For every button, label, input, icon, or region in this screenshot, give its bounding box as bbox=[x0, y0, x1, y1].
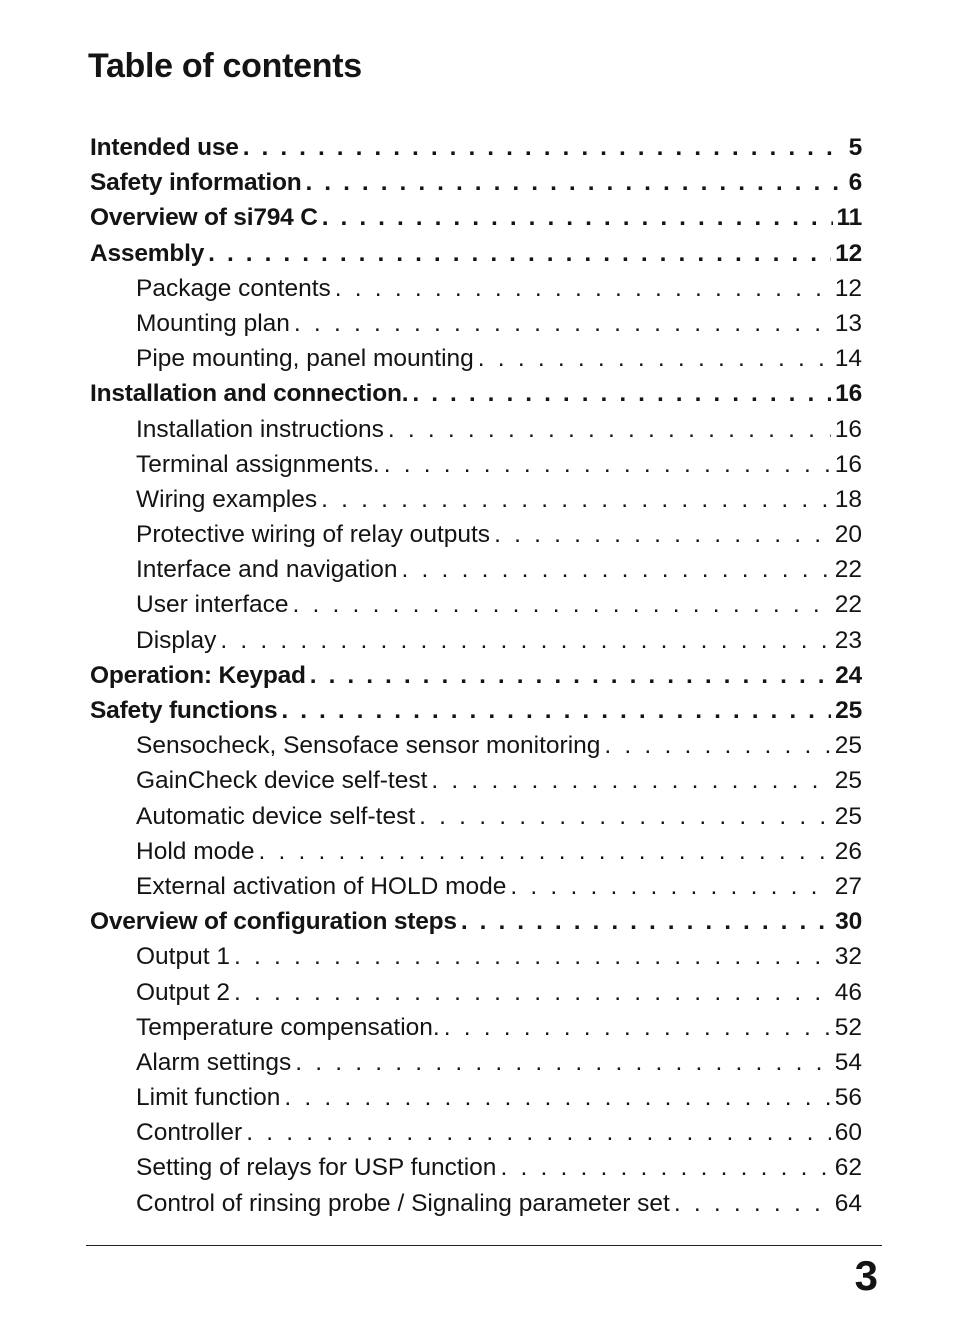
toc-entry-page: 24 bbox=[835, 661, 862, 689]
toc-entry-page: 5 bbox=[848, 134, 862, 161]
toc-entry-label: Control of rinsing probe / Signaling parameter set bbox=[136, 1189, 670, 1217]
toc-subsection-entry bbox=[90, 482, 862, 517]
dot-leader bbox=[322, 200, 833, 235]
toc-entry-label: Setting of relays for USP function bbox=[136, 1154, 497, 1182]
toc-entry-page: 12 bbox=[835, 239, 862, 267]
toc-subsection-entry bbox=[90, 975, 862, 1010]
dot-leader bbox=[388, 412, 831, 447]
toc-entry-page: 52 bbox=[834, 1013, 862, 1041]
toc-entry-label: Assembly bbox=[90, 239, 205, 267]
toc-entry-page: 25 bbox=[834, 732, 862, 760]
toc-entry-page: 18 bbox=[834, 485, 862, 513]
toc-entry-label: Controller bbox=[136, 1119, 243, 1147]
toc-subsection-entry bbox=[90, 1115, 862, 1150]
toc-entry-page: 32 bbox=[834, 943, 862, 971]
toc-subsection-entry bbox=[90, 728, 862, 763]
toc-entry-page: 20 bbox=[834, 521, 862, 549]
toc-subsection-entry bbox=[90, 447, 862, 482]
dot-leader bbox=[293, 587, 831, 622]
toc-entry-page: 56 bbox=[834, 1084, 862, 1112]
toc-entry-label: Temperature compensation. bbox=[136, 1013, 440, 1041]
toc-entry-page: 60 bbox=[834, 1119, 862, 1147]
toc-entry-page: 22 bbox=[834, 591, 862, 619]
toc-entry-label: Terminal assignments. bbox=[136, 450, 380, 478]
toc-subsection-entry bbox=[90, 306, 862, 341]
toc-entry-page: 16 bbox=[834, 450, 862, 478]
toc-subsection-entry bbox=[90, 799, 862, 834]
toc-entry-label: Package contents bbox=[136, 274, 331, 302]
toc-subsection-entry bbox=[90, 939, 862, 974]
toc-entry-label: Pipe mounting, panel mounting bbox=[136, 345, 474, 373]
dot-leader bbox=[402, 552, 831, 587]
dot-leader bbox=[510, 869, 830, 904]
toc-section-entry bbox=[90, 130, 862, 165]
dot-leader bbox=[243, 130, 845, 165]
dot-leader bbox=[208, 236, 831, 271]
toc-entry-page: 16 bbox=[835, 380, 862, 408]
table-of-contents bbox=[90, 130, 862, 1221]
toc-entry-page: 23 bbox=[834, 626, 862, 654]
toc-entry-label: Mounting plan bbox=[136, 309, 290, 337]
footer-divider bbox=[86, 1245, 882, 1246]
toc-entry-page: 22 bbox=[834, 556, 862, 584]
toc-subsection-entry bbox=[90, 271, 862, 306]
toc-section-entry bbox=[90, 904, 862, 939]
toc-entry-label: Operation: Keypad bbox=[90, 661, 306, 689]
dot-leader bbox=[310, 658, 831, 693]
dot-leader bbox=[234, 975, 831, 1010]
toc-entry-label: User interface bbox=[136, 591, 289, 619]
toc-entry-label: Hold mode bbox=[136, 837, 255, 865]
dot-leader bbox=[234, 939, 831, 974]
toc-section-entry bbox=[90, 236, 862, 271]
dot-leader bbox=[500, 1150, 830, 1185]
toc-entry-label: Intended use bbox=[90, 134, 239, 161]
toc-subsection-entry bbox=[90, 1186, 862, 1221]
dot-leader bbox=[335, 271, 831, 306]
toc-subsection-entry bbox=[90, 1080, 862, 1115]
toc-entry-label: GainCheck device self-test bbox=[136, 767, 428, 795]
dot-leader bbox=[258, 834, 830, 869]
toc-section-entry bbox=[90, 693, 862, 728]
dot-leader bbox=[494, 517, 831, 552]
toc-entry-label: Overview of configuration steps bbox=[90, 908, 457, 936]
toc-entry-page: 27 bbox=[834, 872, 862, 900]
dot-leader bbox=[412, 376, 831, 411]
toc-entry-label: Overview of si794 C bbox=[90, 204, 318, 232]
dot-leader bbox=[444, 1010, 831, 1045]
toc-entry-label: Safety functions bbox=[90, 697, 278, 724]
toc-entry-page: 64 bbox=[834, 1189, 862, 1217]
toc-subsection-entry bbox=[90, 341, 862, 376]
dot-leader bbox=[384, 447, 831, 482]
toc-entry-page: 62 bbox=[834, 1154, 862, 1182]
toc-entry-page: 25 bbox=[835, 697, 862, 724]
toc-entry-page: 12 bbox=[834, 274, 862, 302]
toc-entry-label: External activation of HOLD mode bbox=[136, 872, 507, 900]
toc-entry-label: Automatic device self-test bbox=[136, 802, 416, 830]
dot-leader bbox=[674, 1186, 831, 1221]
toc-subsection-entry bbox=[90, 1010, 862, 1045]
dot-leader bbox=[321, 482, 831, 517]
dot-leader bbox=[295, 1045, 831, 1080]
toc-subsection-entry bbox=[90, 587, 862, 622]
toc-entry-label: Interface and navigation bbox=[136, 556, 398, 584]
toc-entry-label: Sensocheck, Sensoface sensor monitoring bbox=[136, 732, 601, 760]
dot-leader bbox=[284, 1080, 830, 1115]
toc-subsection-entry bbox=[90, 1150, 862, 1185]
toc-entry-label: Output 1 bbox=[136, 943, 230, 971]
dot-leader bbox=[281, 693, 831, 728]
toc-entry-label: Wiring examples bbox=[136, 485, 318, 513]
dot-leader bbox=[305, 165, 844, 200]
toc-entry-page: 30 bbox=[835, 908, 862, 936]
dot-leader bbox=[246, 1115, 831, 1150]
toc-entry-label: Alarm settings bbox=[136, 1048, 292, 1076]
toc-subsection-entry bbox=[90, 517, 862, 552]
page-number: 3 bbox=[854, 1252, 878, 1299]
page-title: Table of contents bbox=[88, 47, 362, 85]
toc-section-entry bbox=[90, 658, 862, 693]
dot-leader bbox=[220, 623, 830, 658]
toc-entry-page: 26 bbox=[834, 837, 862, 865]
toc-entry-label: Installation instructions bbox=[136, 415, 384, 443]
toc-entry-page: 25 bbox=[834, 802, 862, 830]
toc-subsection-entry bbox=[90, 1045, 862, 1080]
toc-subsection-entry bbox=[90, 623, 862, 658]
toc-section-entry bbox=[90, 165, 862, 200]
toc-subsection-entry bbox=[90, 763, 862, 798]
toc-entry-page: 16 bbox=[834, 415, 862, 443]
dot-leader bbox=[294, 306, 831, 341]
toc-section-entry bbox=[90, 200, 862, 235]
toc-entry-label: Output 2 bbox=[136, 978, 230, 1006]
toc-entry-label: Limit function bbox=[136, 1084, 281, 1112]
toc-subsection-entry bbox=[90, 412, 862, 447]
toc-entry-page: 25 bbox=[834, 767, 862, 795]
toc-entry-page: 13 bbox=[834, 309, 862, 337]
toc-entry-page: 11 bbox=[836, 204, 862, 232]
toc-entry-label: Protective wiring of relay outputs bbox=[136, 521, 491, 549]
dot-leader bbox=[461, 904, 831, 939]
toc-entry-page: 54 bbox=[834, 1048, 862, 1076]
toc-subsection-entry bbox=[90, 834, 862, 869]
toc-subsection-entry bbox=[90, 869, 862, 904]
toc-entry-label: Installation and connection. bbox=[90, 380, 409, 408]
toc-subsection-entry bbox=[90, 552, 862, 587]
toc-entry-label: Display bbox=[136, 626, 217, 654]
dot-leader bbox=[419, 799, 831, 834]
dot-leader bbox=[431, 763, 830, 798]
toc-entry-label: Safety information bbox=[90, 169, 302, 197]
toc-entry-page: 14 bbox=[834, 345, 862, 373]
toc-entry-page: 46 bbox=[834, 978, 862, 1006]
dot-leader bbox=[604, 728, 830, 763]
dot-leader bbox=[478, 341, 831, 376]
toc-section-entry bbox=[90, 376, 862, 411]
toc-entry-page: 6 bbox=[848, 169, 862, 197]
